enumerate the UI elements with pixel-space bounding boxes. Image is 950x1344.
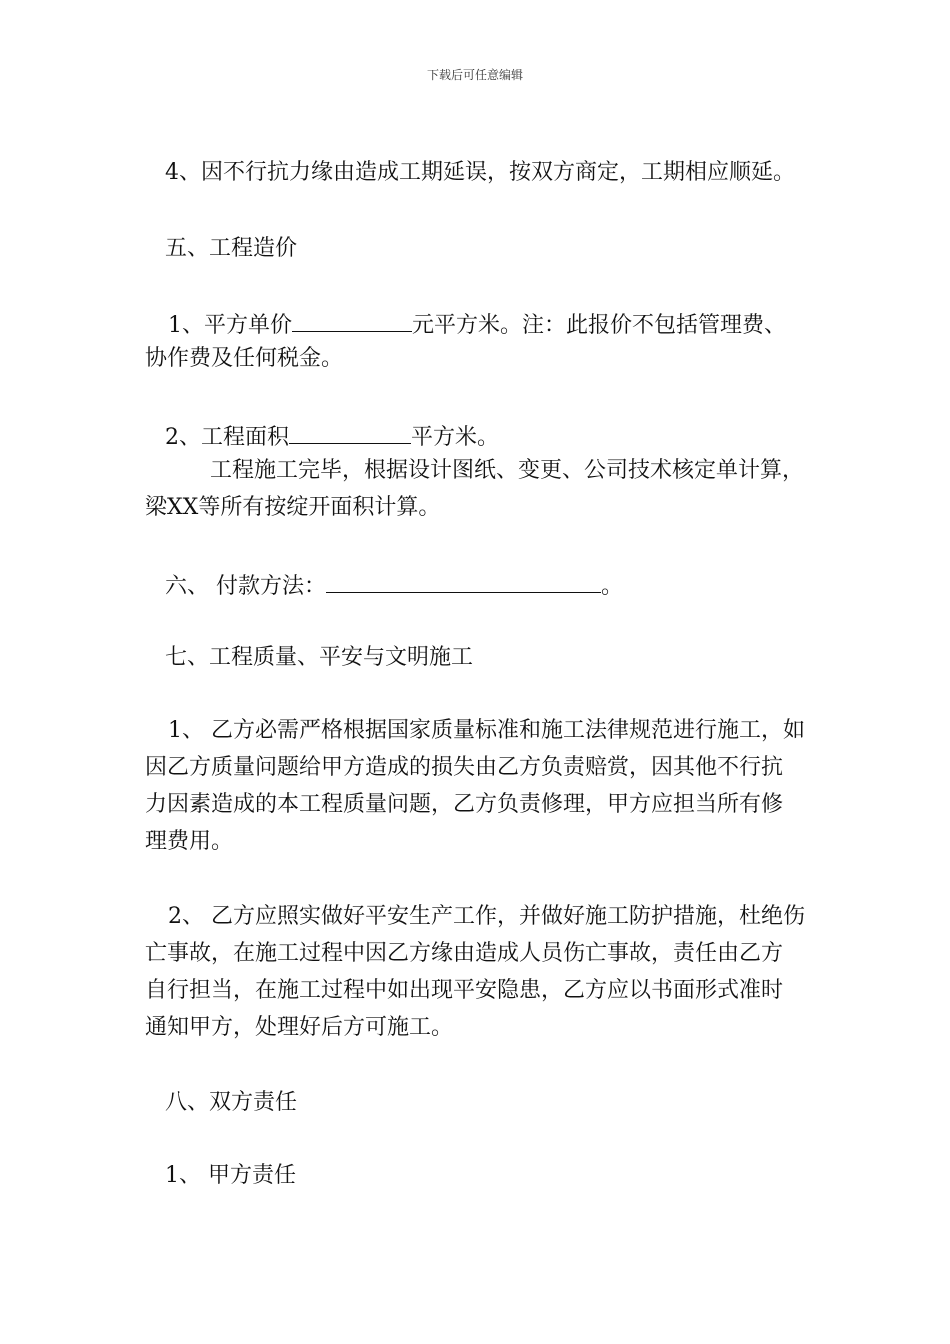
safety-clause-line-2: 亡事故，在施工过程中因乙方缘由造成人员伤亡事故，责任由乙方: [145, 941, 784, 966]
item-project-area-label: 2、工程面积: [165, 425, 289, 450]
payment-method-blank[interactable]: [326, 568, 601, 593]
party-a-responsibility-heading: 1、 甲方责任: [165, 1163, 296, 1188]
item-project-area: [165, 419, 499, 453]
paragraph-force-majeure: 4、因不行抗力缘由造成工期延误，按双方商定，工期相应顺延。: [165, 160, 795, 185]
item-unit-price-note: 元平方米。注：此报价不包括管理费、: [412, 313, 787, 338]
unit-price-blank[interactable]: [292, 307, 412, 332]
item-project-area-unit: 平方米。: [411, 425, 500, 450]
page-header-watermark: 下载后可任意编辑: [426, 68, 523, 82]
quality-clause-line-3: 力因素造成的本工程质量问题，乙方负责修理，甲方应担当所有修: [145, 792, 784, 817]
item-unit-price-label: 1、平方单价: [168, 313, 292, 338]
section-heading-quality-safety: 七、工程质量、平安与文明施工: [165, 645, 474, 670]
section-heading-responsibilities: 八、双方责任: [165, 1090, 298, 1115]
area-calculation-note-continued: 梁XX等所有按绽开面积计算。: [145, 495, 441, 520]
area-calculation-note: 工程施工完毕，根据设计图纸、变更、公司技术核定单计算，: [210, 458, 805, 483]
safety-clause-line-4: 通知甲方，处理好后方可施工。: [145, 1015, 454, 1040]
section-heading-cost: 五、工程造价: [165, 236, 298, 261]
section-heading-payment: [165, 568, 623, 602]
item-unit-price-continued: 协作费及任何税金。: [145, 346, 344, 371]
safety-clause-line-3: 自行担当，在施工过程中如出现平安隐患，乙方应以书面形式准时: [145, 978, 784, 1003]
item-unit-price: [168, 307, 786, 341]
payment-method-label: 六、 付款方法：: [165, 574, 326, 599]
quality-clause-line-1: 1、 乙方必需严格根据国家质量标准和施工法律规范进行施工，如: [168, 718, 805, 743]
safety-clause-line-1: 2、 乙方应照实做好平安生产工作，并做好施工防护措施，杜绝伤: [168, 904, 805, 929]
quality-clause-line-2: 因乙方质量问题给甲方造成的损失由乙方负责赔赏，因其他不行抗: [145, 755, 784, 780]
quality-clause-line-4: 理费用。: [145, 829, 234, 854]
project-area-blank[interactable]: [289, 419, 411, 444]
payment-method-period: 。: [601, 574, 624, 599]
